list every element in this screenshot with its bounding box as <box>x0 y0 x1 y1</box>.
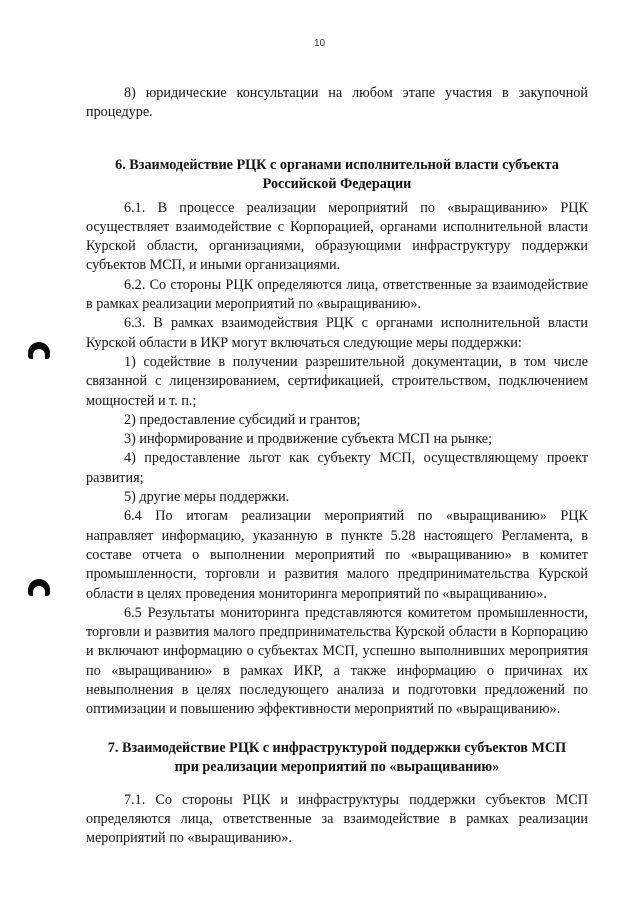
document-body <box>86 84 588 849</box>
paragraph-6-4: 6.4 По итогам реализации мероприятий по «выращиванию» РЦК направляет информацию, указанную в пункте 5.28 настоящего Регламента, в составе отчета о выполнении мероприятий по «выращиванию» в комитет промышленности, торговли и развития малого предпринимательства Курской области в целях проведения мониторинга мероприятий по «выращиванию». <box>86 508 588 602</box>
section-6-heading-line-2: Российской Федерации <box>262 175 412 192</box>
binding-hole-mark-bottom <box>28 579 50 596</box>
page-number: 10 <box>313 38 326 49</box>
binding-hole-mark-top <box>28 342 50 359</box>
section-6-heading-line-1: 6. Взаимодействие РЦК с органами исполнительной власти субъекта <box>115 156 559 173</box>
support-measure-5: 5) другие меры поддержки. <box>124 489 290 506</box>
support-measure-4: 4) предоставление льгот как субъекту МСП, осуществляющему проект развития; <box>86 450 588 486</box>
paragraph-6-1: 6.1. В процессе реализации мероприятий по «выращиванию» РЦК осуществляет взаимодействие с Корпорацией, органами исполнительной власти Курской области, организациями, образующими инфраструктуру поддержки субъектов МСП, и иными организациями. <box>86 199 588 274</box>
support-measure-3: 3) информирование и продвижение субъекта МСП на рынке; <box>124 431 493 448</box>
list-item-8: 8) юридические консультации на любом этапе участия в закупочной процедуре. <box>86 85 588 121</box>
paragraph-6-3: 6.3. В рамках взаимодействия РЦК с органами исполнительной власти Курской области в ИКР могут включаться следующие меры поддержки: <box>86 315 588 351</box>
paragraph-6-2: 6.2. Со стороны РЦК определяются лица, ответственные за взаимодействие в рамках реализации мероприятий по «выращиванию». <box>86 276 588 313</box>
section-7-heading-line-2: при реализации мероприятий по «выращиванию» <box>174 758 500 775</box>
support-measure-2: 2) предоставление субсидий и грантов; <box>124 411 361 428</box>
paragraph-6-5: 6.5 Результаты мониторинга представляются комитетом промышленности, торговли и развития малого предпринимательства Курской области в Корпорацию и включают информацию о субъектах МСП, успешно выполнивших мероприятия по «выращиванию» в рамках ИКР, а также информацию о причинах их невыполнения в целях последующего анализа и подготовки предложений по оптимизации и повышению эффективности мероприятий по «выращиванию». <box>86 604 588 718</box>
support-measure-1: 1) содействие в получении разрешительной документации, в том числе связанной с лицензированием, сертификацией, строительством, подключением мощностей и т. п.; <box>86 353 588 409</box>
section-7-heading-line-1: 7. Взаимодействие РЦК с инфраструктурой поддержки субъектов МСП <box>107 739 567 756</box>
paragraph-7-1: 7.1. Со стороны РЦК и инфраструктуры поддержки субъектов МСП определяются лица, ответственные за взаимодействие в рамках реализации мероприятий по «выращиванию». <box>86 791 588 847</box>
